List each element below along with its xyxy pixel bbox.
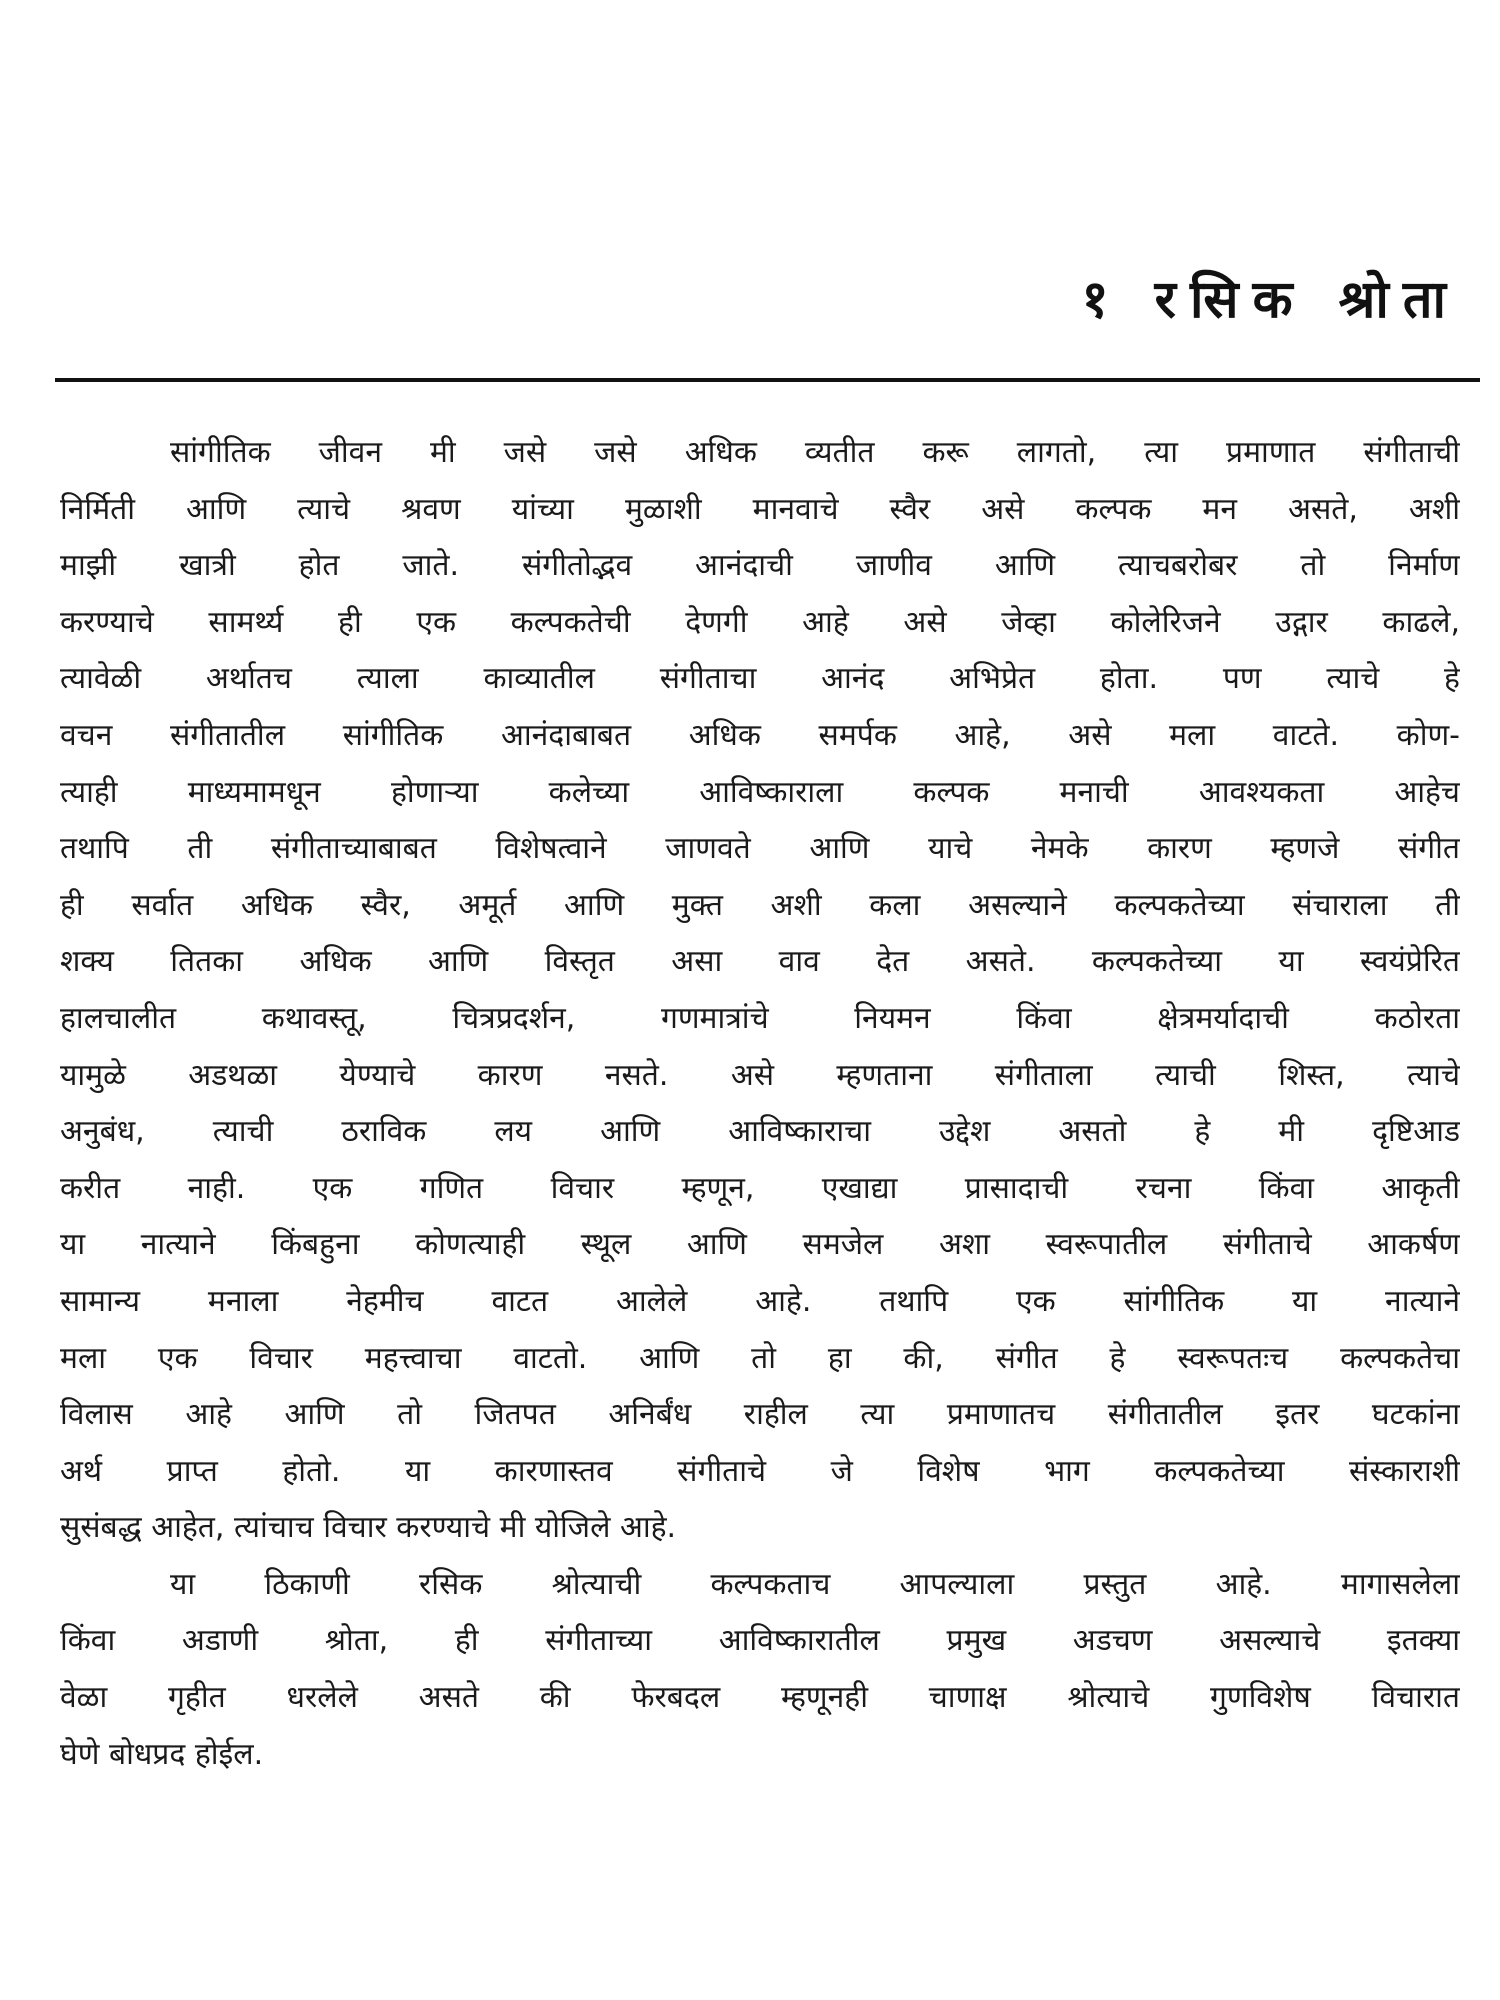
text-line: यामुळे अडथळा येण्याचे कारण नसते. असे म्हणताना संगीताला त्याची शिस्त, त्याचे bbox=[60, 1057, 1460, 1093]
text-line: या ठिकाणी रसिक श्रोत्याची कल्पकताच आपल्याला प्रस्तुत आहे. मागासलेला bbox=[170, 1566, 1460, 1602]
paragraph-2 bbox=[60, 1557, 1460, 1783]
chapter-heading: १ रसिक श्रोता bbox=[1081, 270, 1460, 330]
text-line: हालचालीत कथावस्तू, चित्रप्रदर्शन, गणमात्रांचे नियमन किंवा क्षेत्रमर्यादाची कठोरता bbox=[60, 1000, 1460, 1036]
text-line: शक्य तितका अधिक आणि विस्तृत असा वाव देत असते. कल्पकतेच्या या स्वयंप्रेरित bbox=[60, 944, 1460, 980]
text-line: अर्थ प्राप्त होतो. या कारणास्तव संगीताचे जे विशेष भाग कल्पकतेच्या संस्काराशी bbox=[60, 1453, 1460, 1489]
text-line: तथापि ती संगीताच्याबाबत विशेषत्वाने जाणवते आणि याचे नेमके कारण म्हणजे संगीत bbox=[60, 831, 1460, 867]
text-line: सामान्य मनाला नेहमीच वाटत आलेले आहे. तथापि एक सांगीतिक या नात्याने bbox=[60, 1283, 1460, 1319]
text-line: ही सर्वात अधिक स्वैर, अमूर्त आणि मुक्त अशी कला असल्याने कल्पकतेच्या संचाराला ती bbox=[60, 887, 1460, 923]
text-line: या नात्याने किंबहुना कोणत्याही स्थूल आणि समजेल अशा स्वरूपातील संगीताचे आकर्षण bbox=[60, 1227, 1460, 1263]
text-line: सुसंबद्ध आहेत, त्यांचाच विचार करण्याचे मी योजिले आहे. bbox=[60, 1510, 677, 1546]
heading-rule bbox=[55, 378, 1480, 382]
text-line: अनुबंध, त्याची ठराविक लय आणि आविष्काराचा उद्देश असतो हे मी दृष्टिआड bbox=[60, 1114, 1460, 1150]
text-line: घेणे बोधप्रद होईल. bbox=[60, 1736, 264, 1772]
text-line: विलास आहे आणि तो जितपत अनिर्बंध राहील त्या प्रमाणातच संगीतातील इतर घटकांना bbox=[60, 1397, 1460, 1433]
text-line: करण्याचे सामर्थ्य ही एक कल्पकतेची देणगी आहे असे जेव्हा कोलेरिजने उद्गार काढले, bbox=[60, 604, 1460, 640]
text-line: वचन संगीतातील सांगीतिक आनंदाबाबत अधिक समर्पक आहे, असे मला वाटते. कोण- bbox=[60, 717, 1460, 753]
paragraph-1 bbox=[60, 425, 1460, 1557]
text-line: मला एक विचार महत्त्वाचा वाटतो. आणि तो हा की, संगीत हे स्वरूपतःच कल्पकतेचा bbox=[60, 1340, 1460, 1376]
text-line: त्याही माध्यमामधून होणाऱ्या कलेच्या आविष्काराला कल्पक मनाची आवश्यकता आहेच bbox=[60, 774, 1460, 810]
body-text bbox=[60, 425, 1460, 1783]
text-line: किंवा अडाणी श्रोता, ही संगीताच्या आविष्कारातील प्रमुख अडचण असल्याचे इतक्या bbox=[60, 1623, 1460, 1659]
text-line: वेळा गृहीत धरलेले असते की फेरबदल म्हणूनही चाणाक्ष श्रोत्याचे गुणविशेष विचारात bbox=[60, 1680, 1460, 1716]
text-line: करीत नाही. एक गणित विचार म्हणून, एखाद्या प्रासादाची रचना किंवा आकृती bbox=[60, 1170, 1460, 1206]
text-line: निर्मिती आणि त्याचे श्रवण यांच्या मुळाशी मानवाचे स्वैर असे कल्पक मन असते, अशी bbox=[60, 491, 1460, 527]
text-line: त्यावेळी अर्थातच त्याला काव्यातील संगीताचा आनंद अभिप्रेत होता. पण त्याचे हे bbox=[60, 661, 1460, 697]
text-line: सांगीतिक जीवन मी जसे जसे अधिक व्यतीत करू लागतो, त्या प्रमाणात संगीताची bbox=[170, 435, 1460, 470]
text-line: माझी खात्री होत जाते. संगीतोद्भव आनंदाची जाणीव आणि त्याचबरोबर तो निर्माण bbox=[60, 548, 1460, 584]
